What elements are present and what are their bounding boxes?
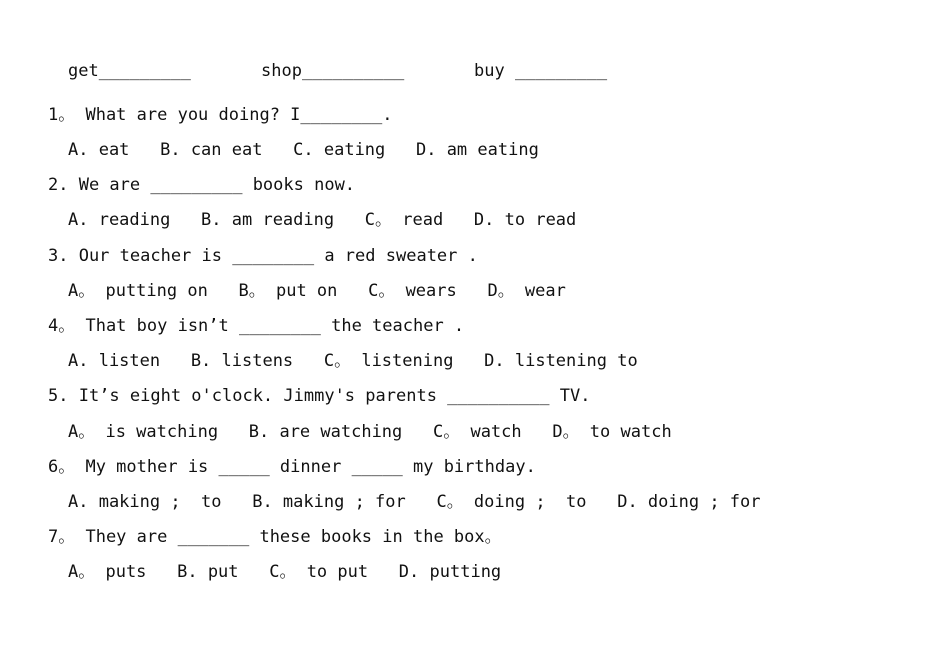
question-1-stem: 1。 What are you doing? I________. xyxy=(48,105,393,125)
question-7-stem: 7。 They are _______ these books in the box。 xyxy=(48,527,502,547)
question-6-stem: 6。 My mother is _____ dinner _____ my birthday. xyxy=(48,457,536,477)
fill-word-shop: shop__________ xyxy=(261,61,405,81)
question-2-stem: 2. We are _________ books now. xyxy=(48,175,356,195)
fill-word-get: get_________ xyxy=(68,61,191,81)
question-5-stem: 5. It’s eight o'clock. Jimmy's parents __________ TV. xyxy=(48,386,591,406)
question-6-options: A. making ; to B. making ; for C。 doing ; to D. doing ; for xyxy=(68,492,761,512)
question-3-stem: 3. Our teacher is ________ a red sweater . xyxy=(48,246,478,266)
question-3-options: A。 putting on B。 put on C。 wears D。 wear xyxy=(68,281,566,301)
fill-word-buy: buy _________ xyxy=(474,61,608,81)
question-2-options: A. reading B. am reading C。 read D. to read xyxy=(68,210,577,230)
question-5-options: A。 is watching B. are watching C。 watch D。 to watch xyxy=(68,422,672,442)
question-4-stem: 4。 That boy isn’t ________ the teacher . xyxy=(48,316,465,336)
question-4-options: A. listen B. listens C。 listening D. listening to xyxy=(68,351,638,371)
question-7-options: A。 puts B. put C。 to put D. putting xyxy=(68,562,502,582)
question-1-options: A. eat B. can eat C. eating D. am eating xyxy=(68,140,539,160)
